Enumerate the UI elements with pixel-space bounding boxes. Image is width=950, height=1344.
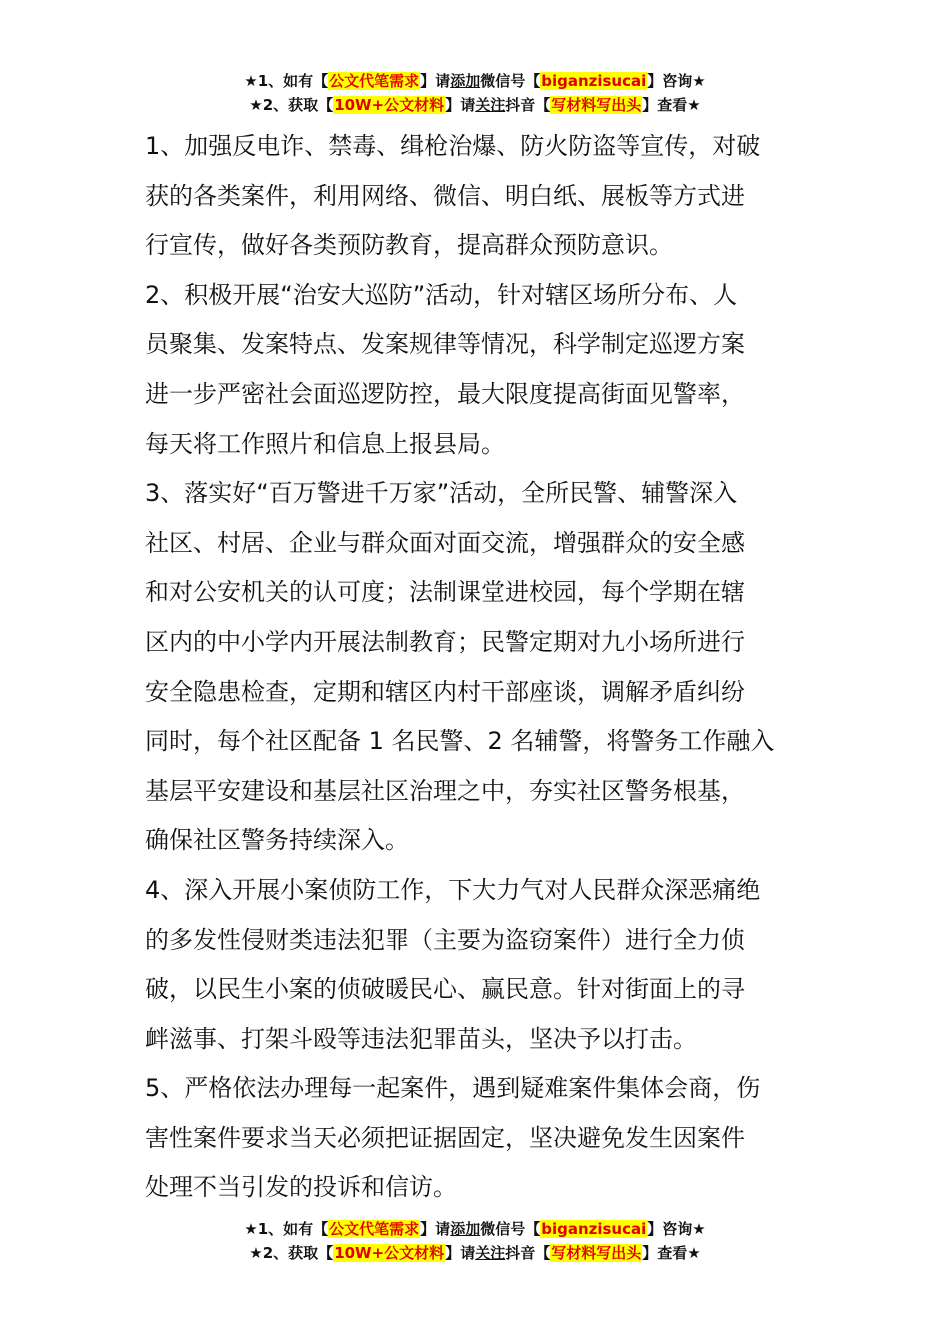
banner-text: 】咨询★ <box>647 1220 706 1238</box>
text-line: 害性案件要求当天必须把证据固定，坚决避免发生因案件 <box>145 1123 745 1152</box>
paragraph-5 <box>145 1064 810 1213</box>
top-banner <box>0 69 950 117</box>
text-line: 安全隐患检查，定期和辖区内村干部座谈，调解矛盾纠纷 <box>145 677 745 706</box>
text-line: 确保社区警务持续深入。 <box>145 826 409 855</box>
text-line: 的多发性侵财类违法犯罪（主要为盗窃案件）进行全力侦 <box>145 925 745 954</box>
text-line: 基层平安建设和基层社区治理之中，夯实社区警务根基， <box>145 776 745 805</box>
paragraph-3 <box>145 469 810 866</box>
text-line: 每天将工作照片和信息上报县局。 <box>145 429 505 458</box>
text-line: 5、严格依法办理每一起案件，遇到疑难案件集体会商，伤 <box>145 1074 761 1103</box>
document-body <box>145 122 810 1213</box>
text-line: 处理不当引发的投诉和信访。 <box>145 1173 457 1202</box>
banner-underline-follow: 关注 <box>475 1244 506 1262</box>
banner-line-2 <box>0 1241 950 1265</box>
banner-underline-follow: 关注 <box>475 96 506 114</box>
banner-text: ★1、如有【 <box>244 1220 329 1238</box>
banner-highlight-douyin-account: 写材料写出头 <box>551 1244 642 1262</box>
banner-text: ★2、获取【 <box>249 96 334 114</box>
text-line: 4、深入开展小案侦防工作，下大力气对人民群众深恶痛绝 <box>145 875 761 904</box>
text-line: 员聚集、发案特点、发案规律等情况，科学制定巡逻方案 <box>145 330 745 359</box>
banner-text: 微信号【 <box>480 1220 541 1238</box>
banner-highlight-service: 公文代笔需求 <box>329 1220 420 1238</box>
text-line: 和对公安机关的认可度；法制课堂进校园，每个学期在辖 <box>145 578 745 607</box>
bottom-banner <box>0 1217 950 1265</box>
text-line: 2、积极开展“治安大巡防”活动，针对辖区场所分布、人 <box>145 280 738 309</box>
banner-text: 】请 <box>420 72 451 90</box>
banner-line-1 <box>0 1217 950 1241</box>
banner-text: 微信号【 <box>480 72 541 90</box>
banner-highlight-materials: 10W+公文材料 <box>334 1244 445 1262</box>
banner-text: 】咨询★ <box>647 72 706 90</box>
banner-highlight-wechat-id: biganzisucai <box>541 1220 647 1238</box>
paragraph-1 <box>145 122 810 271</box>
banner-text: ★1、如有【 <box>244 72 329 90</box>
banner-highlight-materials: 10W+公文材料 <box>334 96 445 114</box>
text-line: 破，以民生小案的侦破暖民心、赢民意。针对街面上的寻 <box>145 975 745 1004</box>
banner-text: ★2、获取【 <box>249 1244 334 1262</box>
text-line: 行宣传，做好各类预防教育，提高群众预防意识。 <box>145 231 673 260</box>
banner-text: 】请 <box>420 1220 451 1238</box>
text-line: 1、加强反电诈、禁毒、缉枪治爆、防火防盗等宣传，对破 <box>145 132 761 160</box>
banner-line-2 <box>0 93 950 117</box>
banner-text: 抖音【 <box>505 96 551 114</box>
text-line: 进一步严密社会面巡逻防控，最大限度提高街面见警率， <box>145 379 745 408</box>
text-line: 区内的中小学内开展法制教育；民警定期对九小场所进行 <box>145 627 745 656</box>
text-line: 同时，每个社区配备 1 名民警、2 名辅警，将警务工作融入 <box>145 727 775 756</box>
banner-text: 抖音【 <box>505 1244 551 1262</box>
banner-text: 】查看★ <box>642 1244 701 1262</box>
banner-text: 】请 <box>445 1244 476 1262</box>
banner-text: 】查看★ <box>642 96 701 114</box>
text-line: 获的各类案件，利用网络、微信、明白纸、展板等方式进 <box>145 181 745 210</box>
banner-underline-add: 添加 <box>450 72 481 90</box>
text-line: 3、落实好“百万警进千万家”活动，全所民警、辅警深入 <box>145 479 738 508</box>
banner-underline-add: 添加 <box>450 1220 481 1238</box>
banner-highlight-douyin-account: 写材料写出头 <box>551 96 642 114</box>
text-line: 社区、村居、企业与群众面对面交流，增强群众的安全感 <box>145 528 745 557</box>
banner-line-1 <box>0 69 950 93</box>
banner-highlight-wechat-id: biganzisucai <box>541 72 647 90</box>
text-line: 衅滋事、打架斗殴等违法犯罪苗头，坚决予以打击。 <box>145 1024 697 1053</box>
paragraph-2 <box>145 271 810 469</box>
banner-text: 】请 <box>445 96 476 114</box>
paragraph-4 <box>145 866 810 1064</box>
banner-highlight-service: 公文代笔需求 <box>329 72 420 90</box>
